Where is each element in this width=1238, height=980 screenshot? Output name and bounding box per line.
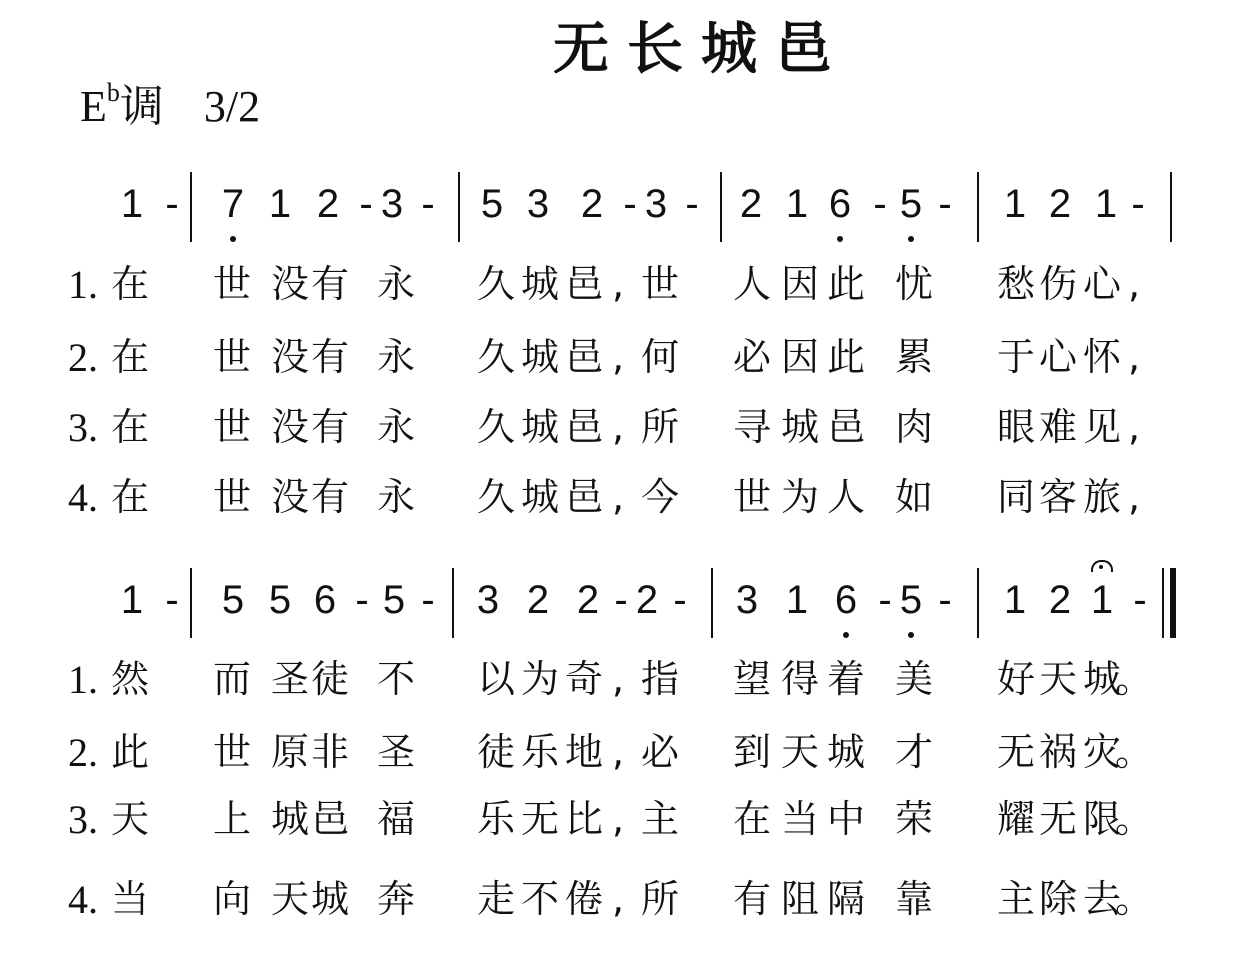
lyric-char: 没 [270, 405, 310, 449]
note: 1 [785, 578, 809, 622]
lyric-char: 此 [826, 262, 866, 306]
lyric-punctuation: 。 [1114, 730, 1154, 774]
lyric-char: 天 [1038, 657, 1078, 701]
lyric-char: 永 [376, 262, 416, 306]
barline [977, 568, 979, 638]
lyric-char: 永 [376, 475, 416, 519]
lyric-char: 城 [520, 475, 560, 519]
lyric-char: 世 [212, 730, 252, 774]
barline [452, 568, 454, 638]
key-flat: b [106, 78, 120, 107]
key-note: E [80, 82, 107, 131]
note: 1 [120, 182, 144, 226]
lyric-char: 徒 [310, 657, 350, 701]
lyric-char: 乐 [476, 797, 516, 841]
hold-dash: - [1131, 182, 1145, 226]
lyric-char: 有 [310, 475, 350, 519]
lyric-char: 忧 [894, 262, 934, 306]
lyric-char: 得 [780, 657, 820, 701]
lyric-char: 圣 [376, 730, 416, 774]
note: 2 [526, 578, 550, 622]
note: 2 [576, 578, 600, 622]
note: 5 [382, 578, 406, 622]
lyric-char: 才 [894, 730, 934, 774]
lyric-line [0, 335, 1238, 386]
lyric-char: 邑 [564, 475, 604, 519]
key-mode: 调 [119, 82, 164, 131]
lyric-char: 必 [640, 730, 680, 774]
lyric-char: 当 [110, 877, 150, 921]
lyric-punctuation: 。 [1114, 877, 1154, 921]
note: 1 [1090, 578, 1114, 622]
lyric-char: 世 [732, 475, 772, 519]
lyric-char: 为 [520, 657, 560, 701]
lyric-char: 荣 [894, 797, 934, 841]
lyric-line [0, 797, 1238, 848]
lyric-line [0, 405, 1238, 456]
lyric-char: 不 [520, 877, 560, 921]
lyric-punctuation: , [1127, 475, 1141, 519]
lyric-char: 邑 [826, 405, 866, 449]
lyric-char: 城 [826, 730, 866, 774]
lyric-char: 限 [1082, 797, 1122, 841]
low-octave-dot [843, 632, 849, 638]
barline [977, 172, 979, 242]
lyric-char: 必 [732, 335, 772, 379]
barline [720, 172, 722, 242]
hold-dash: - [623, 182, 637, 226]
hold-dash: - [359, 182, 373, 226]
lyric-char: 奇 [564, 657, 604, 701]
lyric-char: 为 [780, 475, 820, 519]
note: 1 [785, 182, 809, 226]
notation-line [0, 184, 1238, 244]
lyric-char: 久 [476, 405, 516, 449]
lyric-char: 所 [640, 405, 680, 449]
fermata-icon [1091, 560, 1113, 572]
lyric-char: 肉 [894, 405, 934, 449]
lyric-char: 天 [270, 877, 310, 921]
lyric-char: 福 [376, 797, 416, 841]
hold-dash: - [421, 182, 435, 226]
note: 6 [834, 578, 858, 622]
note: 7 [221, 182, 245, 226]
time-signature: 3/2 [203, 82, 261, 131]
lyric-char: 城 [270, 797, 310, 841]
lyric-char: 邑 [564, 405, 604, 449]
hold-dash: - [355, 578, 369, 622]
note: 3 [476, 578, 500, 622]
note: 3 [644, 182, 668, 226]
lyric-char: 无 [520, 797, 560, 841]
lyric-char: 世 [212, 335, 252, 379]
verse-number: 4. [68, 877, 98, 922]
lyric-char: 没 [270, 262, 310, 306]
lyric-char: 当 [780, 797, 820, 841]
lyric-line [0, 877, 1238, 928]
lyric-char: 在 [110, 475, 150, 519]
lyric-char: 着 [826, 657, 866, 701]
lyric-char: 城 [520, 335, 560, 379]
lyric-char: 久 [476, 335, 516, 379]
lyric-char: 不 [376, 657, 416, 701]
verse-number: 3. [68, 797, 98, 842]
lyric-char: 世 [640, 262, 680, 306]
low-octave-dot [230, 236, 236, 242]
lyric-char: 永 [376, 335, 416, 379]
lyric-char: 有 [310, 262, 350, 306]
lyric-char: 永 [376, 405, 416, 449]
notation-line [0, 580, 1238, 640]
lyric-char: 城 [520, 262, 560, 306]
hold-dash: - [938, 578, 952, 622]
lyric-char: 靠 [894, 877, 934, 921]
lyric-char: 祸 [1038, 730, 1078, 774]
verse-number: 4. [68, 475, 98, 520]
hold-dash: - [1133, 578, 1147, 622]
lyric-char: 邑 [310, 797, 350, 841]
lyric-char: 久 [476, 262, 516, 306]
lyric-char: 没 [270, 335, 310, 379]
lyric-char: 因 [780, 262, 820, 306]
lyric-punctuation: 。 [1114, 797, 1154, 841]
lyric-char: 愁 [996, 262, 1036, 306]
note: 2 [635, 578, 659, 622]
lyric-char: 主 [996, 877, 1036, 921]
lyric-char: 在 [110, 335, 150, 379]
note: 5 [221, 578, 245, 622]
lyric-char: 乐 [520, 730, 560, 774]
note: 2 [1048, 578, 1072, 622]
lyric-punctuation: , [611, 797, 625, 841]
lyric-char: 邑 [564, 335, 604, 379]
lyric-char: 地 [564, 730, 604, 774]
lyric-char: 有 [732, 877, 772, 921]
lyric-char: 望 [732, 657, 772, 701]
lyric-char: 累 [894, 335, 934, 379]
lyric-char: 如 [894, 475, 934, 519]
lyric-char: 久 [476, 475, 516, 519]
lyric-char: 主 [640, 797, 680, 841]
lyric-char: 于 [996, 335, 1036, 379]
hold-dash: - [165, 578, 179, 622]
lyric-char: 心 [1038, 335, 1078, 379]
hold-dash: - [873, 182, 887, 226]
note: 6 [313, 578, 337, 622]
lyric-char: 人 [826, 475, 866, 519]
lyric-char: 以 [476, 657, 516, 701]
note: 6 [828, 182, 852, 226]
note: 1 [120, 578, 144, 622]
lyric-char: 中 [826, 797, 866, 841]
note: 3 [526, 182, 550, 226]
lyric-line [0, 730, 1238, 781]
lyric-char: 难 [1038, 405, 1078, 449]
note: 2 [316, 182, 340, 226]
lyric-char: 奔 [376, 877, 416, 921]
verse-number: 1. [68, 657, 98, 702]
final-barline-thin [1162, 568, 1164, 638]
note: 2 [580, 182, 604, 226]
lyric-char: 阻 [780, 877, 820, 921]
lyric-char: 天 [110, 797, 150, 841]
lyric-char: 人 [732, 262, 772, 306]
hold-dash: - [878, 578, 892, 622]
key-signature [80, 80, 260, 129]
verse-number: 3. [68, 405, 98, 450]
hold-dash: - [165, 182, 179, 226]
note: 1 [268, 182, 292, 226]
note: 1 [1003, 182, 1027, 226]
barline [1170, 172, 1172, 242]
song-title: 无长城邑 [553, 17, 849, 82]
hold-dash: - [614, 578, 628, 622]
hold-dash: - [938, 182, 952, 226]
lyric-char: 眼 [996, 405, 1036, 449]
hold-dash: - [685, 182, 699, 226]
lyric-char: 同 [996, 475, 1036, 519]
lyric-punctuation: , [1127, 262, 1141, 306]
lyric-punctuation: , [1127, 405, 1141, 449]
barline [458, 172, 460, 242]
note: 2 [1048, 182, 1072, 226]
lyric-char: 在 [110, 405, 150, 449]
barline [190, 568, 192, 638]
lyric-char: 走 [476, 877, 516, 921]
hold-dash: - [673, 578, 687, 622]
lyric-char: 城 [780, 405, 820, 449]
lyric-char: 好 [996, 657, 1036, 701]
lyric-char: 心 [1082, 262, 1122, 306]
lyric-char: 美 [894, 657, 934, 701]
lyric-char: 去 [1082, 877, 1122, 921]
lyric-punctuation: , [611, 335, 625, 379]
lyric-line [0, 262, 1238, 313]
note: 2 [739, 182, 763, 226]
lyric-line [0, 657, 1238, 708]
final-barline [1170, 568, 1176, 638]
lyric-char: 耀 [996, 797, 1036, 841]
low-octave-dot [908, 236, 914, 242]
lyric-char: 徒 [476, 730, 516, 774]
lyric-char: 非 [310, 730, 350, 774]
lyric-char: 此 [110, 730, 150, 774]
lyric-punctuation: , [611, 657, 625, 701]
lyric-char: 旅 [1082, 475, 1122, 519]
lyric-char: 世 [212, 262, 252, 306]
lyric-char: 比 [564, 797, 604, 841]
lyric-char: 城 [520, 405, 560, 449]
lyric-char: 隔 [826, 877, 866, 921]
lyric-char: 伤 [1038, 262, 1078, 306]
lyric-char: 上 [212, 797, 252, 841]
lyric-char: 何 [640, 335, 680, 379]
lyric-char: 世 [212, 475, 252, 519]
lyric-punctuation: , [611, 262, 625, 306]
verse-number: 2. [68, 730, 98, 775]
note: 5 [899, 182, 923, 226]
lyric-char: 除 [1038, 877, 1078, 921]
lyric-punctuation: , [1127, 335, 1141, 379]
lyric-char: 原 [270, 730, 310, 774]
lyric-char: 灾 [1082, 730, 1122, 774]
lyric-char: 向 [212, 877, 252, 921]
lyric-char: 城 [1082, 657, 1122, 701]
lyric-char: 有 [310, 405, 350, 449]
note: 3 [380, 182, 404, 226]
lyric-char: 城 [310, 877, 350, 921]
lyric-char: 圣 [270, 657, 310, 701]
verse-number: 1. [68, 262, 98, 307]
low-octave-dot [837, 236, 843, 242]
lyric-punctuation: , [611, 730, 625, 774]
lyric-char: 见 [1082, 405, 1122, 449]
lyric-char: 倦 [564, 877, 604, 921]
lyric-char: 客 [1038, 475, 1078, 519]
barline [190, 172, 192, 242]
lyric-char: 指 [640, 657, 680, 701]
note: 3 [735, 578, 759, 622]
lyric-char: 所 [640, 877, 680, 921]
lyric-line [0, 475, 1238, 526]
lyric-punctuation: 。 [1114, 657, 1154, 701]
verse-number: 2. [68, 335, 98, 380]
lyric-char: 因 [780, 335, 820, 379]
lyric-punctuation: , [611, 405, 625, 449]
lyric-punctuation: , [611, 877, 625, 921]
lyric-char: 没 [270, 475, 310, 519]
lyric-char: 无 [996, 730, 1036, 774]
lyric-char: 在 [110, 262, 150, 306]
lyric-char: 邑 [564, 262, 604, 306]
lyric-char: 寻 [732, 405, 772, 449]
lyric-char: 今 [640, 475, 680, 519]
lyric-char: 无 [1038, 797, 1078, 841]
note: 1 [1094, 182, 1118, 226]
note: 5 [268, 578, 292, 622]
lyric-char: 在 [732, 797, 772, 841]
lyric-char: 而 [212, 657, 252, 701]
lyric-char: 怀 [1082, 335, 1122, 379]
lyric-punctuation: , [611, 475, 625, 519]
lyric-char: 此 [826, 335, 866, 379]
lyric-char: 有 [310, 335, 350, 379]
note: 1 [1003, 578, 1027, 622]
barline [711, 568, 713, 638]
lyric-char: 天 [780, 730, 820, 774]
lyric-char: 到 [732, 730, 772, 774]
note: 5 [480, 182, 504, 226]
low-octave-dot [908, 632, 914, 638]
note: 5 [899, 578, 923, 622]
lyric-char: 世 [212, 405, 252, 449]
hold-dash: - [421, 578, 435, 622]
lyric-char: 然 [110, 657, 150, 701]
